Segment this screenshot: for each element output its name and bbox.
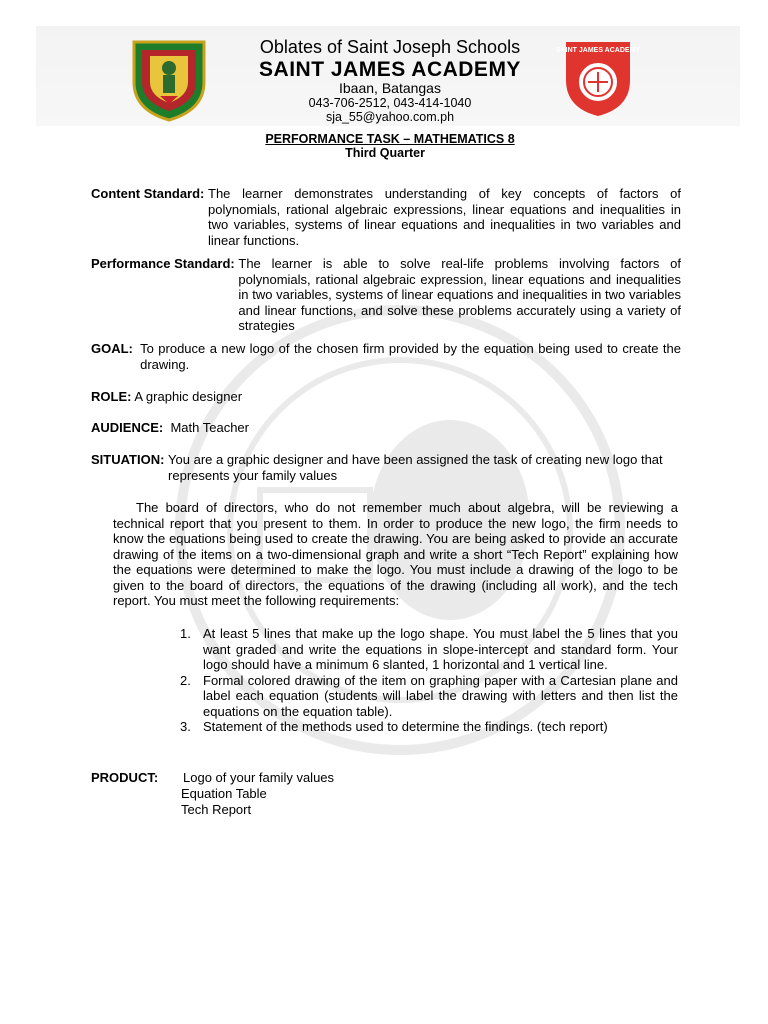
list-item-text: At least 5 lines that make up the logo shape. You must label the 5 lines that you want graded and write the equations in slope-intercept and standard form. Your logo should have a minimum 6 slanted, 1 horizontal and 1 vertical line. <box>203 626 678 672</box>
goal-section <box>91 341 681 372</box>
school-network-name: Oblates of Saint Joseph Schools <box>259 37 521 57</box>
requirements-list <box>180 626 678 735</box>
product-item: Tech Report <box>181 802 252 817</box>
product-item: Logo of your family values <box>183 770 335 785</box>
content-standard-label: Content Standard: <box>91 186 205 201</box>
role-label: ROLE: <box>91 389 132 404</box>
content-standard-text: The learner demonstrates understanding of key concepts of factors of polynomials, rational algebraic expressions, linear equations and inequalities in two variables, systems of linear equations and inequalities in two variables and linear functions. <box>208 186 681 248</box>
audience-text: Math Teacher <box>170 420 249 435</box>
school-phone: 043-706-2512, 043-414-1040 <box>308 96 472 110</box>
content-standard-section <box>91 186 681 248</box>
list-item-number: 2. <box>180 672 191 688</box>
performance-standard-label: Performance Standard: <box>91 256 235 271</box>
list-item <box>180 673 678 720</box>
svg-text:SAINT JAMES ACADEMY: SAINT JAMES ACADEMY <box>555 47 641 54</box>
performance-standard-section <box>91 256 681 334</box>
role-section <box>91 389 491 405</box>
audience-label: AUDIENCE: <box>91 420 164 435</box>
list-item-number: 3. <box>180 719 191 734</box>
list-item-text: Formal colored drawing of the item on graphing paper with a Cartesian plane and label each equation (students will label the drawing with letters and then list the equations on the equation table). <box>203 672 678 719</box>
goal-text: To produce a new logo of the chosen firm provided by the equation being used to create the drawing. <box>140 341 681 372</box>
audience-section <box>91 420 491 436</box>
list-item-number: 1. <box>180 626 191 641</box>
product-items <box>181 770 334 818</box>
school-shield-logo-icon <box>130 38 208 122</box>
product-item: Equation Table <box>181 786 267 801</box>
product-label: PRODUCT: <box>91 770 159 785</box>
situation-text: You are a graphic designer and have been assigned the task of creating new logo that represents your family values <box>168 452 663 483</box>
situation-label: SITUATION: <box>91 452 165 467</box>
school-address: Ibaan, Batangas <box>339 80 441 96</box>
school-email: sja_55@yahoo.com.ph <box>325 110 455 124</box>
school-name: SAINT JAMES ACADEMY <box>259 58 521 81</box>
document-title: PERFORMANCE TASK – MATHEMATICS 8 <box>265 132 515 146</box>
goal-label: GOAL: <box>91 341 133 356</box>
board-paragraph: The board of directors, who do not remember much about algebra, will be reviewing a technical report that you present to them. In order to produce the new logo, the firm needs to know the equations being used to create the drawing. You are being asked to provide an accurate drawing of the items on a two-dimensional graph and write a short “Tech Report” explaining how the equations were determined to make the logo. You must include a drawing of the logo to be given to the board of directors, the equations of the drawing (including all work), and the tech report. You must meet the following requirements: <box>113 500 678 608</box>
situation-section <box>91 452 681 483</box>
list-item <box>180 626 678 673</box>
role-text: A graphic designer <box>134 389 243 404</box>
list-item <box>180 719 678 735</box>
list-item-text: Statement of the methods used to determine the findings. (tech report) <box>203 719 608 734</box>
document-subtitle: Third Quarter <box>345 146 425 160</box>
performance-standard-text: The learner is able to solve real-life problems involving factors of polynomials, rational algebraic expression, linear equations and inequalities in two variables, systems of linear equations and inequalities in two variables and linear functions, and solve these problems accurately using a variety of strategies <box>238 256 681 333</box>
